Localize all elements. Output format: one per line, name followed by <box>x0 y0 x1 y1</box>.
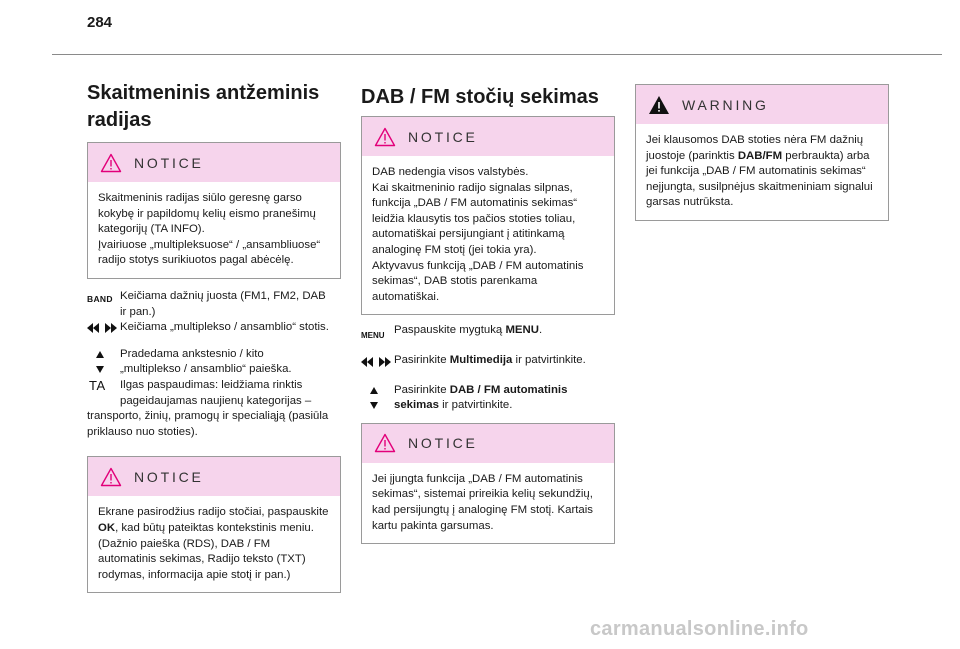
warning-header <box>636 85 888 124</box>
section-heading-dab-fm: DAB / FM stočių sekimas <box>361 86 599 108</box>
notice-box-digital-radio <box>87 142 341 279</box>
step-arrows: Keičiama „multiplekso / ansamblio“ stotis. <box>87 320 341 336</box>
left-right-arrows-icon <box>361 357 391 373</box>
notice-body: Skaitmeninis radijas siūlo geresnę garso kokybę ir papildomų kelių eismo pranešimų kategorijų (TA INFO). Įvairiuose „multipleksuose“ / „ansambliuose“ radijo stotys surikiuotos pagal abėcėlę. <box>98 192 321 267</box>
column-2 <box>361 80 615 544</box>
up-down-arrows-icon <box>369 387 379 417</box>
menu-button-icon: MENU <box>361 331 385 341</box>
notice-triangle-icon <box>374 127 396 147</box>
step-up-down: Pradedama ankstesnio / kito „multiplekso / ansamblio“ paieška. <box>87 347 341 378</box>
notice-box-switch-delay <box>361 423 615 544</box>
step-band: BAND Keičiama dažnių juosta (FM1, FM2, DAB ir pan.) <box>87 289 326 318</box>
warning-triangle-icon <box>648 95 670 115</box>
warning-box-dab-fm <box>635 84 889 221</box>
warning-title: WARNING <box>682 96 769 113</box>
notice-box-dab-coverage <box>361 116 615 315</box>
notice-header <box>88 143 340 182</box>
step-ta-continued: transporto, žinių, pramogų ir specialiąją (pasiūla priklauso nuo stoties). <box>87 410 329 438</box>
column-3 <box>635 80 889 221</box>
notice-title: NOTICE <box>134 154 204 171</box>
page-number: 284 <box>87 14 113 31</box>
notice-title: NOTICE <box>408 128 478 145</box>
notice-triangle-icon <box>374 433 396 453</box>
band-button-icon: BAND <box>87 293 113 304</box>
step-select-multimedia: Pasirinkite Multimedija ir patvirtinkite. <box>361 353 615 369</box>
notice-body: Jei įjungta funkcija „DAB / FM automatinis sekimas“, sistemai prireikia kelių sekundžių, kad persijungtų į analoginę FM stotį. Kartais kartu pakinta garsumas. <box>372 472 593 532</box>
up-down-arrows-icon <box>95 351 105 381</box>
notice-header <box>362 424 614 463</box>
notice-body: Ekrane pasirodžius radijo stočiai, paspauskite OK, kad būtų pateiktas kontekstinis meniu. (Dažnio paieška (RDS), DAB / FM automatinis sekimas, Radijo teksto (TXT) rodymas, informacija apie stotį ir pan.) <box>98 506 329 581</box>
notice-header <box>88 457 340 496</box>
top-divider <box>52 54 942 55</box>
ta-button-icon: TA <box>89 377 106 393</box>
warning-body: Jei klausomos DAB stoties nėra FM dažnių juostoje (parinktis DAB/FM perbraukta) arba jei funkcija „DAB / FM automatinis sekimas“ neįjungta, susilpnėjus skaitmeniniam signalui garsas nutrūksta. <box>646 134 873 209</box>
watermark: carmanualsonline.info <box>590 618 809 640</box>
left-right-arrows-icon <box>87 323 117 339</box>
column-1 <box>87 80 341 593</box>
step-select-dab-fm: Pasirinkite DAB / FM automatinis sekimas ir patvirtinkite. <box>361 383 615 414</box>
step-ta: TA Ilgas paspaudimas: leidžiama rinktis pageidaujamas naujienų kategorijas – <box>89 377 312 407</box>
section-heading-digital-radio: Skaitmeninis antžeminis radijas <box>87 82 320 131</box>
notice-title: NOTICE <box>134 468 204 485</box>
step-press-menu: MENU Paspauskite mygtuką MENU. <box>361 323 615 339</box>
notice-triangle-icon <box>100 153 122 173</box>
notice-triangle-icon <box>100 467 122 487</box>
notice-title: NOTICE <box>408 435 478 452</box>
notice-body: DAB nedengia visos valstybės. Kai skaitmeninio radijo signalas silpnas, funkcija „DAB / FM automatinis sekimas“ leidžia klausytis tos pačios stoties toliau, automatiškai persijungiant į atitinkamą analoginę FM stotį (jei tokia yra). Aktyvavus funkciją „DAB / FM automatinis sekimas“, DAB stotis parenkama automatiškai. <box>372 166 584 303</box>
notice-box-station-menu <box>87 456 341 593</box>
notice-header <box>362 117 614 156</box>
